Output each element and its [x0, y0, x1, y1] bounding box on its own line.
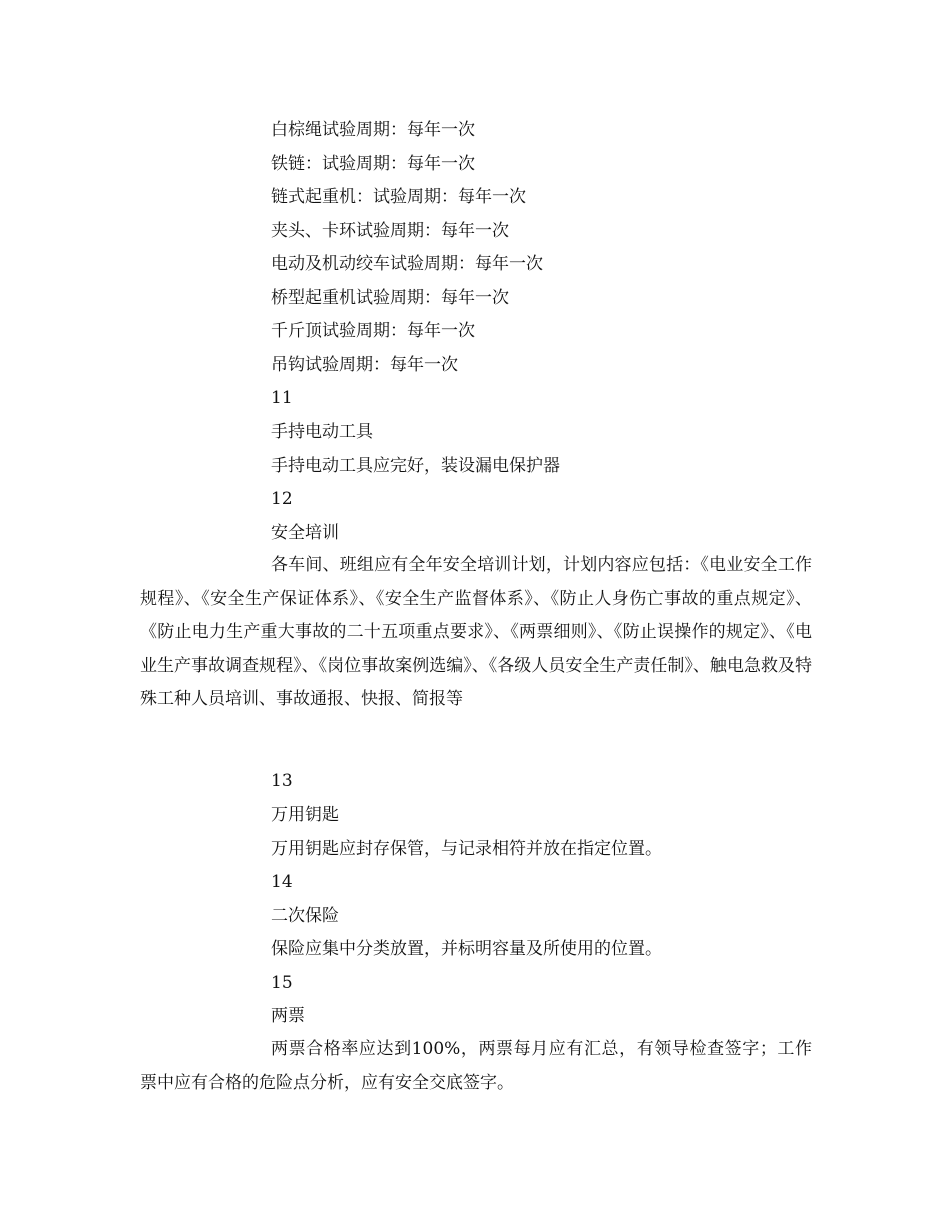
section-body: 各车间、班组应有全年安全培训计划，计划内容应包括：《电业安全工作规程》、《安全生产保证体系》、《安全生产监督体系》、《防止人身伤亡事故的重点规定》、《防止电力生产重大事故的二十五项重点要求》、《两票细则》、《防止误操作的规定》、《电业生产事故调查规程》、《岗位事故案例选编》、《各级人员安全生产责任制》、触电急救及特殊工种人员培训、事故通报、快报、简报等	[140, 555, 812, 710]
section-body: 万用钥匙应封存保管，与记录相符并放在指定位置。	[271, 839, 662, 859]
section-title: 安全培训	[271, 523, 339, 543]
section-number: 13	[271, 771, 293, 791]
section-title: 二次保险	[271, 906, 339, 926]
text-line: 吊钩试验周期：每年一次	[271, 355, 458, 375]
section-number: 14	[271, 872, 293, 892]
text-line: 千斤顶试验周期：每年一次	[271, 321, 475, 341]
section-body: 手持电动工具应完好，装设漏电保护器	[271, 456, 560, 476]
section-number: 11	[271, 388, 293, 408]
text-line: 白棕绳试验周期：每年一次	[271, 120, 475, 140]
section-title: 手持电动工具	[271, 422, 373, 442]
section-number: 15	[271, 973, 293, 993]
section-number: 12	[271, 489, 293, 509]
section-title: 万用钥匙	[271, 805, 339, 825]
text-line: 电动及机动绞车试验周期：每年一次	[271, 254, 543, 274]
section-body: 两票合格率应达到100%，两票每月应有汇总，有领导检查签字；工作票中应有合格的危险点分析，应有安全交底签字。	[140, 1039, 812, 1093]
text-line: 链式起重机：试验周期：每年一次	[271, 187, 526, 207]
section-title: 两票	[271, 1006, 305, 1026]
section-body: 保险应集中分类放置，并标明容量及所使用的位置。	[271, 939, 662, 959]
text-line: 桥型起重机试验周期：每年一次	[271, 288, 509, 308]
text-line: 夹头、卡环试验周期：每年一次	[271, 221, 509, 241]
text-line: 铁链：试验周期：每年一次	[271, 154, 475, 174]
